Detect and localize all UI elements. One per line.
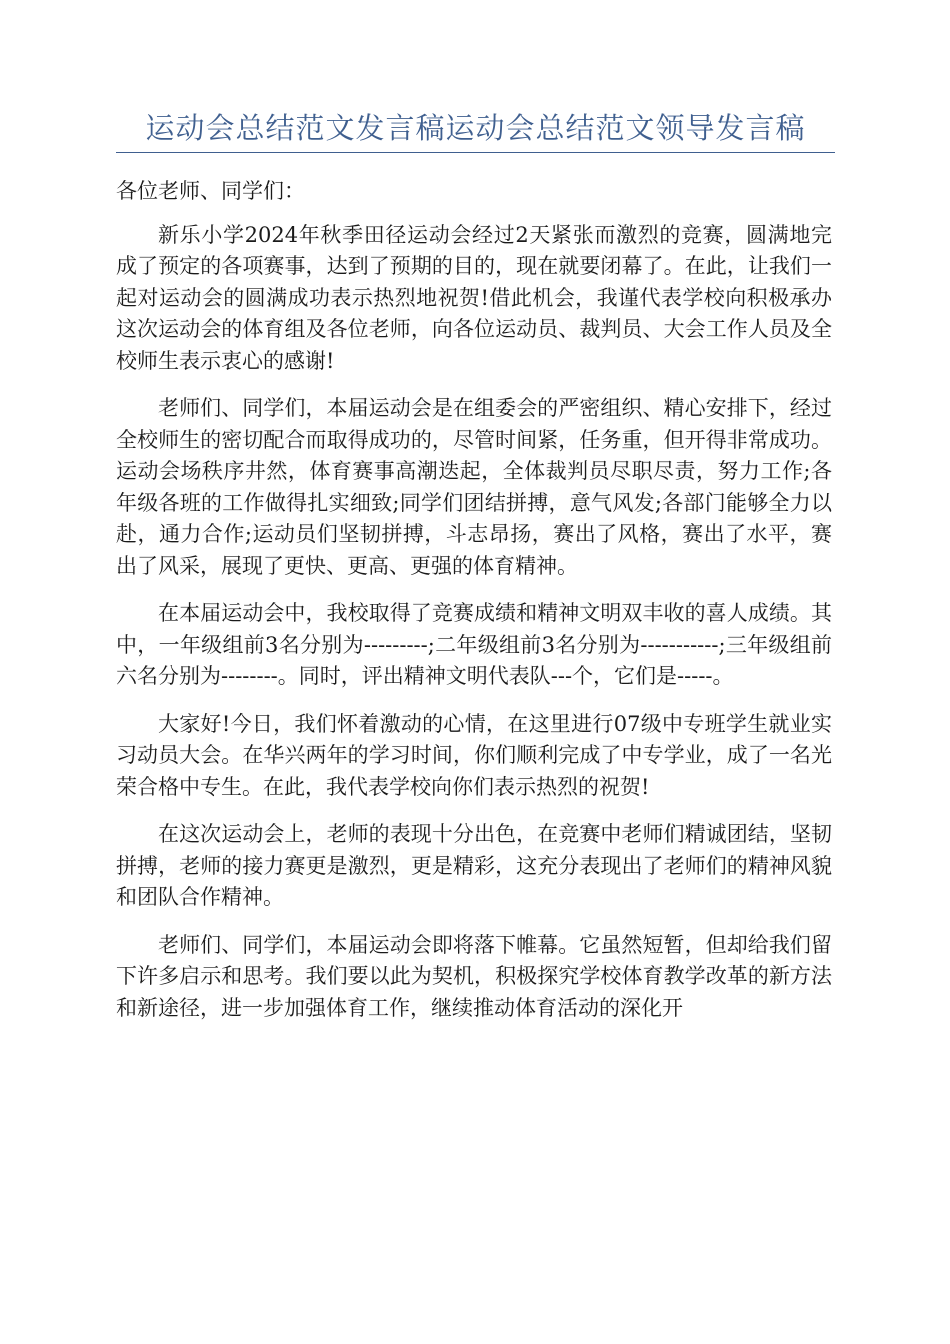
paragraph-2: 老师们、同学们，本届运动会是在组委会的严密组织、精心安排下，经过全校师生的密切配合而取得成功的，尽管时间紧，任务重，但开得非常成功。运动会场秩序井然，体育赛事高潮迭起，全体裁判员尽职尽责，努力工作;各年级各班的工作做得扎实细致;同学们团结拼搏，意气风发;各部门能够全力以赴，通力合作;运动员们坚韧拼搏，斗志昂扬，赛出了风格，赛出了水平，赛出了风采，展现了更快、更高、更强的体育精神。 bbox=[116, 396, 832, 578]
paragraph-1: 新乐小学2024年秋季田径运动会经过2天紧张而激烈的竞赛，圆满地完成了预定的各项赛事，达到了预期的目的，现在就要闭幕了。在此，让我们一起对运动会的圆满成功表示热烈地祝贺!借此机会，我谨代表学校向积极承办这次运动会的体育组及各位老师，向各位运动员、裁判员、大会工作人员及全校师生表示衷心的感谢! bbox=[116, 222, 832, 373]
document-body bbox=[116, 176, 832, 1040]
greeting: 各位老师、同学们： bbox=[116, 179, 305, 203]
paragraph-4: 大家好!今日，我们怀着激动的心情，在这里进行07级中专班学生就业实习动员大会。在华兴两年的学习时间，你们顺利完成了中专学业，成了一名光荣合格中专生。在此，我代表学校向你们表示热烈的祝贺! bbox=[116, 711, 832, 799]
paragraph-6: 老师们、同学们，本届运动会即将落下帷幕。它虽然短暂，但却给我们留下许多启示和思考。我们要以此为契机，积极探究学校体育教学改革的新方法和新途径，进一步加强体育工作，继续推动体育活动的深化开 bbox=[116, 932, 832, 1020]
paragraph-3: 在本届运动会中，我校取得了竞赛成绩和精神文明双丰收的喜人成绩。其中，一年级组前3名分别为---------;二年级组前3名分别为-----------;三年级组前六名分别为--------。同时，评出精神文明代表队---个，它们是-----。 bbox=[116, 601, 832, 688]
page-title: 运动会总结范文发言稿运动会总结范文领导发言稿 bbox=[145, 111, 806, 145]
paragraph-5: 在这次运动会上，老师的表现十分出色，在竞赛中老师们精诚团结，坚韧拼搏，老师的接力赛更是激烈，更是精彩，这充分表现出了老师们的精神风貌和团队合作精神。 bbox=[116, 822, 832, 909]
title-block bbox=[116, 108, 835, 153]
